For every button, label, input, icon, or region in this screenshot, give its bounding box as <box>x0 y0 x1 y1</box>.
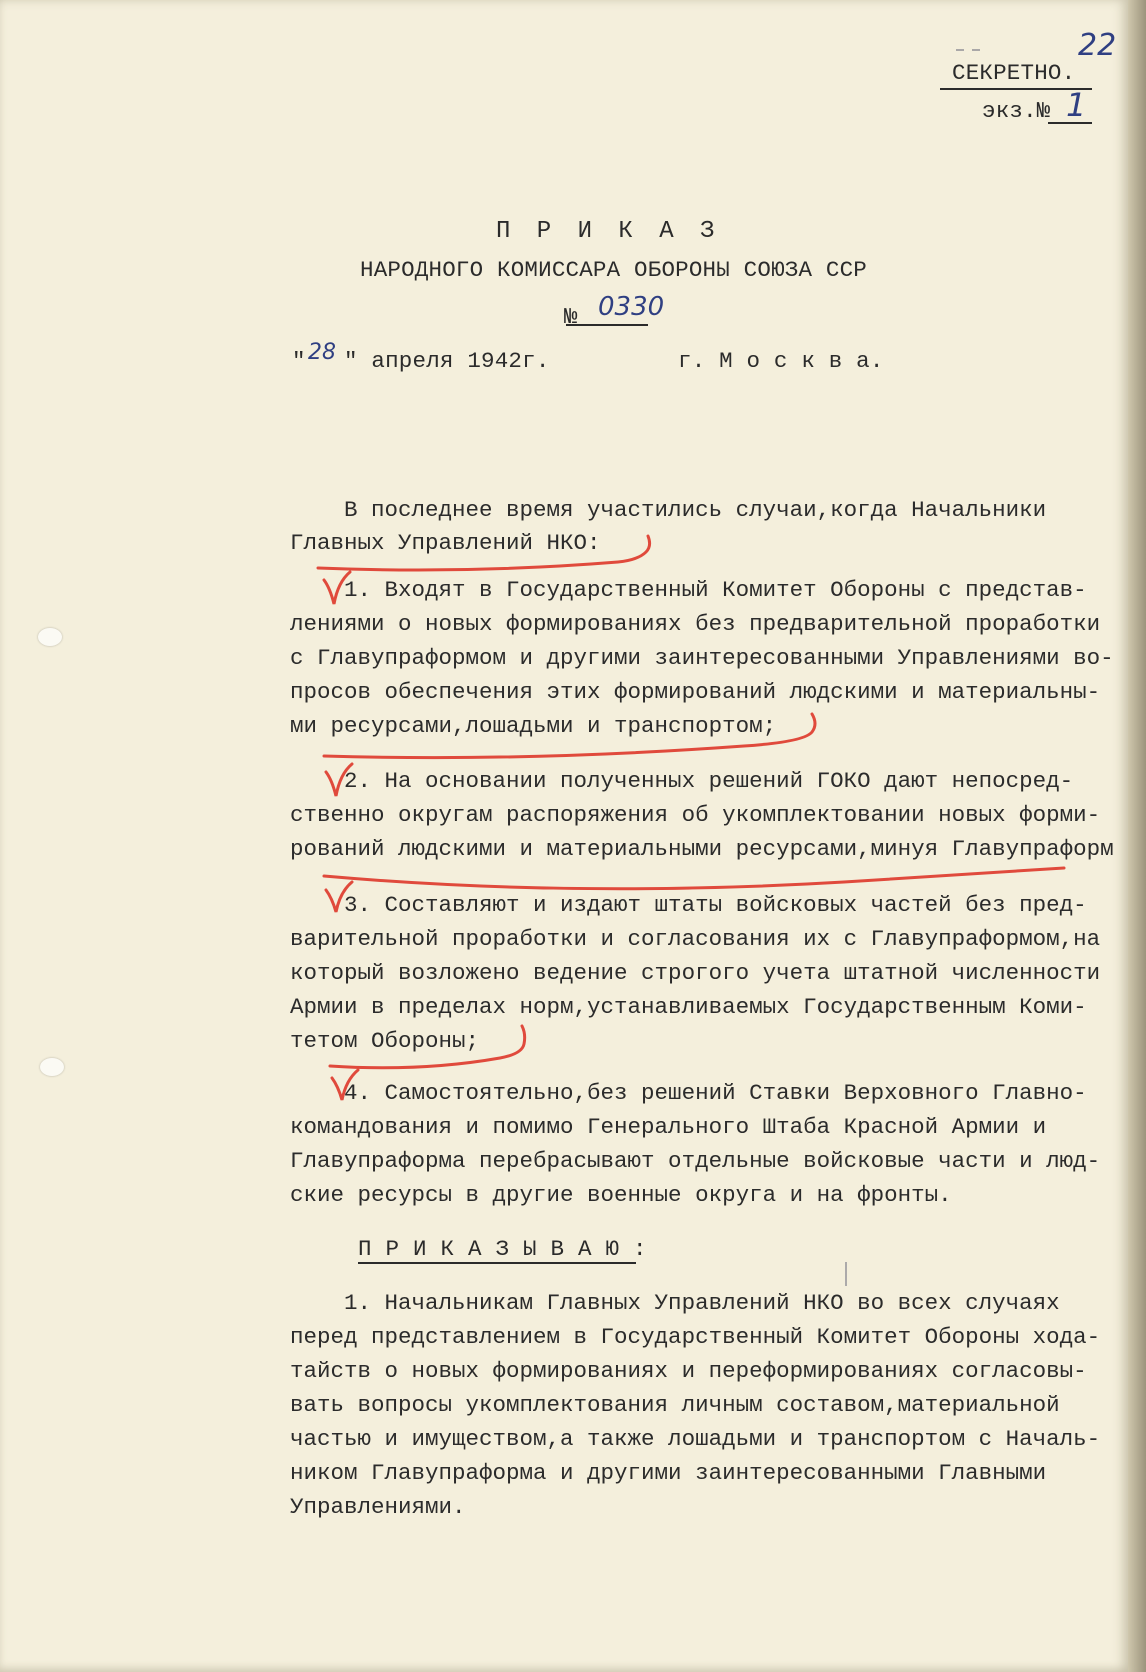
date-day: 28 <box>308 340 336 365</box>
divider-2 <box>324 714 815 758</box>
item-3-line: Армии в пределах норм,устанавливаемых Государственным Коми- <box>290 994 1087 1020</box>
order-title: П Р И К А З <box>496 218 721 245</box>
order-1-line: частью и имуществом,а также лошадьми и транспортом с Началь- <box>290 1426 1101 1452</box>
order-1-line: 1. Начальникам Главных Управлений НКО во всех случаях <box>290 1290 1060 1316</box>
item-4-line: ские ресурсы в другие военные округа и на фронты. <box>290 1182 952 1208</box>
item-1-line: лениями о новых формированиях без предварительной проработки <box>290 611 1101 637</box>
order-1-line: перед представлением в Государственный Комитет Обороны хода- <box>290 1324 1101 1350</box>
copy-number: 1 <box>1066 86 1087 124</box>
order-1-line: ником Главупраформа и другими заинтересованными Главными <box>290 1460 1047 1486</box>
item-3-line: варительной проработки и согласования их с Главупраформом,на <box>290 926 1101 952</box>
item-1-line: с Главупраформом и другими заинтересованными Управлениями во- <box>290 645 1114 671</box>
order-1-line: Управлениями. <box>290 1494 466 1520</box>
check-mark-2 <box>326 764 352 796</box>
item-2-line: рований людскими и материальными ресурсами,минуя Главупраформ <box>290 836 1114 862</box>
sheet-number: 22 <box>1078 28 1117 63</box>
issuer-title: НАРОДНОГО КОМИССАРА ОБОРОНЫ СОЮЗА ССР <box>360 257 867 283</box>
order-number-label: № <box>564 304 578 330</box>
order-1-line: тайств о новых формированиях и переформированиях согласовы- <box>290 1358 1087 1384</box>
item-4-line: Главупраформа перебрасывают отдельные войсковые части и люд- <box>290 1148 1101 1174</box>
item-3-line: который возложено ведение строгого учета штатной численности <box>290 960 1101 986</box>
divider-4 <box>330 1026 525 1068</box>
item-3-line: тетом Обороны; <box>290 1028 480 1054</box>
item-4-line: 4. Самостоятельно,без решений Ставки Верховного Главно- <box>290 1080 1087 1106</box>
intro-line: В последнее время участились случаи,когда Начальники <box>290 497 1047 523</box>
check-mark-4 <box>332 1070 358 1100</box>
copy-label: экз.№ <box>982 98 1051 124</box>
divider-1 <box>318 536 650 570</box>
date-month-year: " апреля 1942г. <box>344 348 550 374</box>
item-2-line: 2. На основании полученных решений ГОКО дают непосред- <box>290 768 1074 794</box>
divider-3 <box>324 868 1064 889</box>
item-4-line: командования и помимо Генерального Штаба Красной Армии и <box>290 1114 1047 1140</box>
secret-stamp: СЕКРЕТНО. <box>952 60 1076 86</box>
item-3-line: 3. Составляют и издают штаты войсковых частей без пред- <box>290 892 1087 918</box>
item-1-line: 1. Входят в Государственный Комитет Обороны с представ- <box>290 577 1087 603</box>
order-1-line: вать вопросы укомплектования личным составом,материальной <box>290 1392 1060 1418</box>
order-number: 0330 <box>598 292 665 322</box>
item-1-line: ми ресурсами,лошадьми и транспортом; <box>290 713 777 739</box>
item-2-line: ственно округам распоряжения об укомплектовании новых форми- <box>290 802 1101 828</box>
command-heading: ПРИКАЗЫВАЮ: <box>358 1236 661 1262</box>
intro-line: Главных Управлений НКО: <box>290 530 601 556</box>
date-quote-open: " <box>292 348 306 374</box>
check-mark-1 <box>324 572 350 604</box>
check-mark-3 <box>326 882 352 912</box>
item-1-line: просов обеспечения этих формирований людскими и материальны- <box>290 679 1101 705</box>
city: г. М о с к в а. <box>678 348 884 374</box>
